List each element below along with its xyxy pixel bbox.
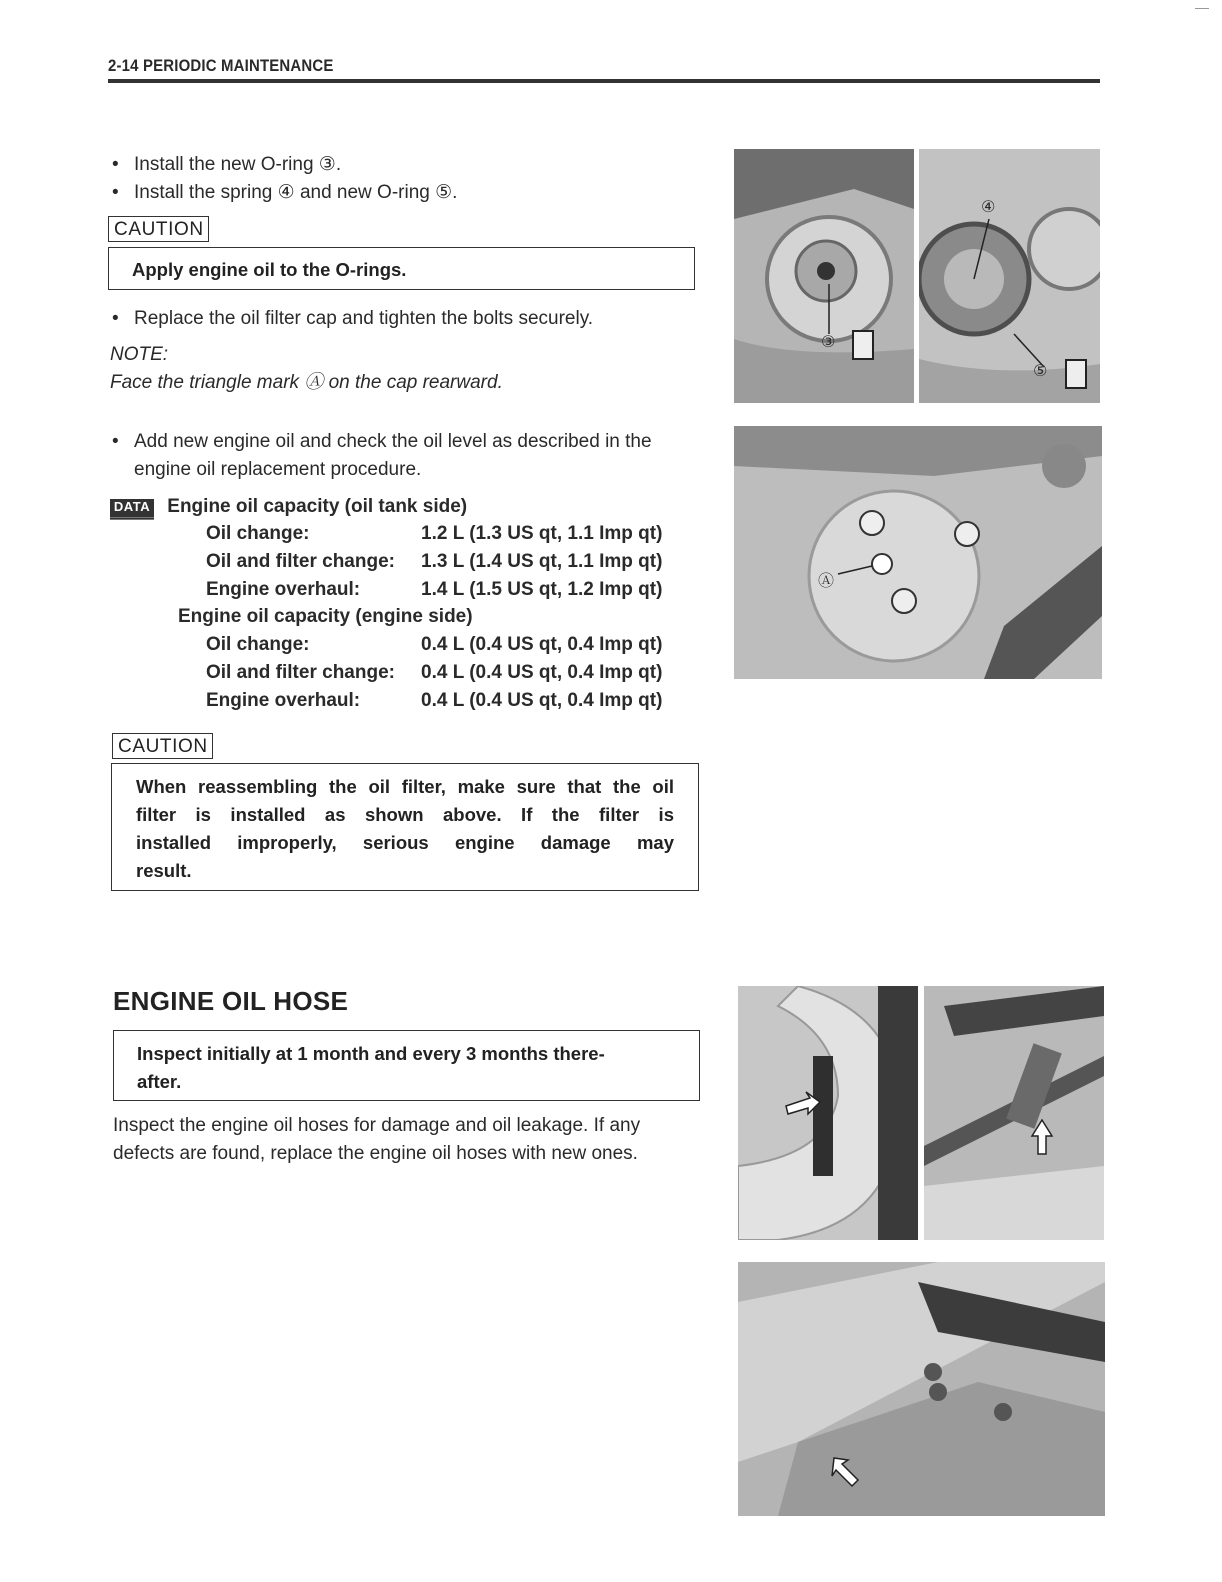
spec-row: Oil and filter change: 0.4 L (0.4 US qt, 0.4 Imp qt) [206,662,663,683]
caution-text: Apply engine oil to the O-rings. [132,259,407,280]
spec-engine-title: Engine oil capacity (engine side) [178,606,473,627]
step-install-spring: • Install the spring ④ and new O-ring ⑤. [112,179,457,207]
photo-hose-left [738,986,918,1240]
callout-3: ③ [821,332,836,351]
photo-hose-bottom [738,1262,1105,1516]
note-text: Face the triangle mark Ⓐ on the cap rearward. [110,372,503,393]
data-icon: DATA [110,499,154,520]
callout-A: Ⓐ [818,571,835,590]
caution-label: CAUTION [112,733,213,759]
photo-spring [919,149,1100,403]
step-add-oil-cont: engine oil replacement procedure. [134,459,422,480]
step-install-oring: • Install the new O-ring ③. [112,151,341,179]
spec-row: Oil change: 1.2 L (1.3 US qt, 1.1 Imp qt) [206,523,663,544]
photo-hose-right [924,986,1104,1240]
step-replace-cap: • Replace the oil filter cap and tighten the bolts securely. [112,305,593,333]
page-header: 2-14 PERIODIC MAINTENANCE [108,56,334,75]
caution-box [111,763,699,891]
caution-label: CAUTION [108,216,209,242]
photo-filter-cap [734,426,1102,679]
interval-text: Inspect initially at 1 month and every 3 months there- after. [137,1043,605,1092]
page-edge-mark [1195,8,1209,9]
callout-5: ⑤ [1033,361,1048,380]
body-text: Inspect the engine oil hoses for damage and oil leakage. If any [113,1115,641,1136]
step-add-oil: • Add new engine oil and check the oil level as described in the [112,428,652,456]
spec-row: Engine overhaul: 0.4 L (0.4 US qt, 0.4 Imp qt) [206,690,663,711]
spec-row: Oil and filter change: 1.3 L (1.4 US qt, 1.1 Imp qt) [206,551,663,572]
spec-row: Oil change: 0.4 L (0.4 US qt, 0.4 Imp qt) [206,634,663,655]
caution-text: When reassembling the oil filter, make sure that the oil filter is installed as shown above. If the filter is installed improperly, serious engine damage may result. [136,776,674,881]
note-label: NOTE: [110,344,169,365]
oil-can-icon [852,330,874,360]
interval-box [113,1030,700,1101]
spec-tank-title: DATA Engine oil capacity (oil tank side) [110,493,467,521]
caution-box [108,247,695,290]
section-title: ENGINE OIL HOSE [113,986,349,1016]
callout-4: ④ [981,197,996,216]
header-rule [108,79,1100,83]
body-text: defects are found, replace the engine oil hoses with new ones. [113,1143,638,1164]
spec-row: Engine overhaul: 1.4 L (1.5 US qt, 1.2 Imp qt) [206,579,663,600]
oil-can-icon [1065,359,1087,389]
photo-oring [734,149,914,403]
